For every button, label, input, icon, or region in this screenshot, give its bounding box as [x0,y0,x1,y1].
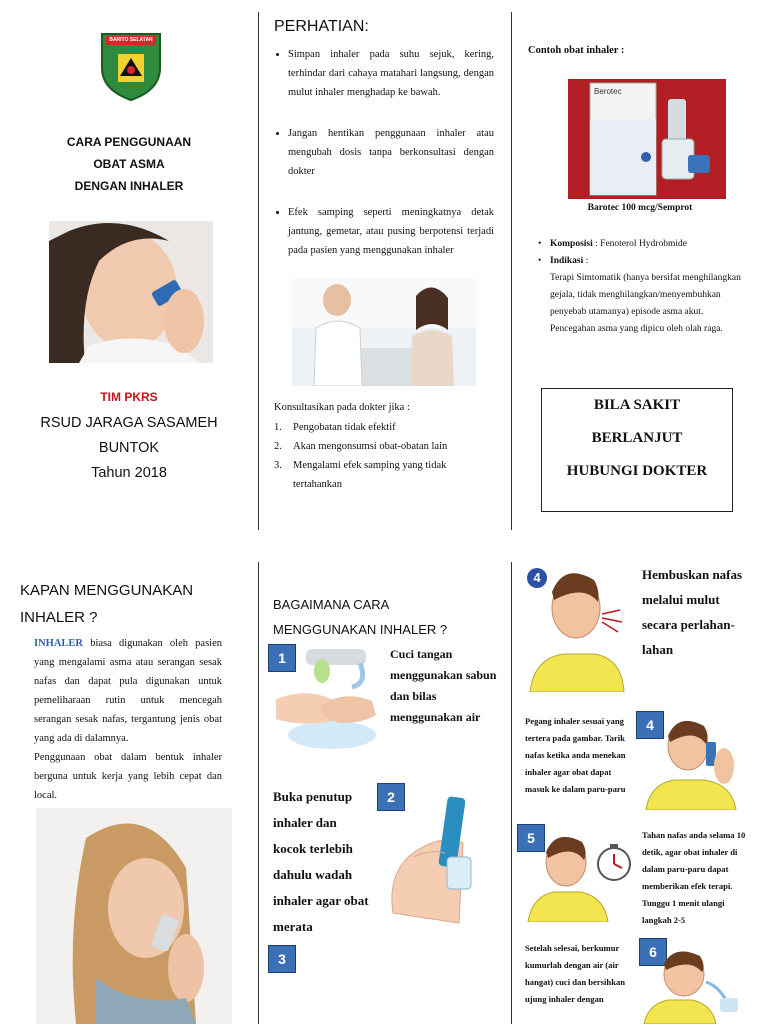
heading-line-1: BAGAIMANA CARA [273,597,390,612]
heading-line-1: KAPAN MENGGUNAKAN [20,582,194,599]
when-to-use-text [34,634,222,805]
divider-bottom-right [511,562,512,1024]
inhaling-illustration [644,714,740,810]
divider-top-right [511,12,512,530]
hospital-name [0,411,258,486]
step-number-1: 1 [268,644,296,672]
notice-line-3: HUBUNGI DOKTER [566,463,708,479]
notice-line-1: BILA SAKIT [593,397,681,413]
example-label: Contoh obat inhaler : [528,45,625,56]
step-number-2: 2 [377,783,405,811]
when-to-use-heading [20,577,193,631]
attention-item: • Jangan hentikan penggunaan inhaler atau mengubah dosis tanpa berkonsultasi dengan dokter [288,124,494,181]
district-logo [96,30,166,102]
brochure-title [0,131,258,197]
consult-doctor-notice [541,388,733,512]
woman-asthma-photo [36,808,232,1024]
title-line-1: CARA PENGGUNAAN [66,135,192,149]
notice-line-2: BERLANJUT [591,430,683,446]
hospital-line-2: BUNTOK [98,440,160,456]
hospital-line-1: RSUD JARAGA SASAMEH [40,415,218,431]
step-number-5: 5 [517,824,545,852]
composition-label: Komposisi [550,239,593,249]
step-6-text: Setelah selesai, berkumur kumurlah dengan air (air hangat) cuci dan bersihkan ujung inhaler dengan [525,943,626,1004]
hold-breath-illustration [526,828,636,922]
step-1-text: Cuci tangan menggunakan sabun dan bilas menggunakan air [390,647,497,724]
attention-item: • Simpan inhaler pada suhu sejuk, kering, terhindar dari cahaya matahari langsung, dengan mulut inhaler menghadap ke bawah. [288,45,494,102]
product-info: • Komposisi : Fenoterol Hydrobmide • Indikasi : Terapi Simtomatik (hanya bersifat menghilangkan gejala, tidak menghilangkan/menyembuhkan penyebab utamanya) episode asma akut. Pencegahan asma yang dipicu oleh olah raga. [538,236,750,338]
divider-bottom-left [258,562,259,1024]
publication-year: Tahun 2018 [91,465,167,481]
composition-value: : Fenoterol Hydrobmide [595,239,687,249]
step-number-3: 3 [268,945,296,973]
berotec-product-photo [568,79,726,199]
hand-washing-illustration [272,643,380,753]
divider-top-left [258,12,259,530]
consult-intro: Konsultasikan pada dokter jika : [274,402,410,413]
step-number-4: 4 [636,711,664,739]
consult-list: 1. Pengobatan tidak efektif 2. Akan mengonsumsi obat-obatan lain 3. Mengalami efek samping yang tidak tertahankan [274,418,504,494]
indication-label: Indikasi [550,256,584,266]
step-5-text: Tahan nafas anda selama 10 detik, agar obat inhaler di dalam paru-paru dapat memberikan efek terapi. Tunggu 1 menit ulangi langkah 2-5 [642,830,746,925]
doctor-consultation-photo [292,278,476,386]
attention-list [274,45,494,282]
rinse-mouth-illustration [642,946,742,1024]
when-para-1: biasa digunakan oleh pasien yang mengalami asma atau serangan sesak nafas dan dapat pula digunakan untuk pemeliharaan rutin untuk mencegah serangan sesak nafas, tergantung jenis obat yang ada di dalamnya. [34,638,222,744]
title-line-2: OBAT ASMA [93,157,165,171]
attention-item: • Efek samping seperti meningkatnya detak jantung, gemetar, atau pusing berpotensi terjadi pada pasien yang menggunakan inhaler [288,203,494,260]
consult-item: Akan mengonsumsi obat-obatan lain [293,441,448,452]
consult-item: Mengalami efek samping yang tidak tertahankan [293,460,447,490]
when-para-2: Penggunaan obat dalam bentuk inhaler berguna untuk kerja yang lebih cepat dan local. [34,752,222,801]
step-4-inhale-text: Pegang inhaler sesuai yang tertera pada gambar. Tarik nafas ketika anda menekan inhaler agar obat dapat masuk ke dalam paru-paru [525,716,626,794]
step-number-6: 6 [639,938,667,966]
step-2-text: Buka penutup inhaler dan kocok terlebih dahulu wadah inhaler agar obat merata [273,789,369,934]
step-4-exhale-text: Hembuskan nafas melalui mulut secara perlahan-lahan [642,567,743,657]
exhale-illustration [524,562,626,692]
heading-line-2: INHALER ? [20,609,98,626]
product-box-text: Berotec [594,87,622,96]
attention-heading: PERHATIAN: [274,18,369,35]
indication-colon: : [585,256,589,266]
woman-using-inhaler-photo [49,221,213,363]
how-to-use-heading [273,592,447,642]
opening-inhaler-illustration [383,783,495,929]
product-caption: Barotec 100 mcg/Semprot [587,203,693,213]
consult-item: Pengobatan tidak efektif [293,422,396,433]
indication-text: Terapi Simtomatik (hanya bersifat menghilangkan gejala, tidak menghilangkan/menyembuhkan penyebab utamanya) episode asma akut. Pencegahan asma yang dipicu oleh olah raga. [550,273,741,334]
heading-line-2: MENGGUNAKAN INHALER ? [273,622,448,637]
title-line-3: DENGAN INHALER [74,179,184,193]
step-4-circle: 4 [527,568,547,588]
logo-text: BARITO SELATAN [109,37,153,43]
team-label: TIM PKRS [100,390,158,404]
inhaler-word: INHALER [34,638,84,649]
